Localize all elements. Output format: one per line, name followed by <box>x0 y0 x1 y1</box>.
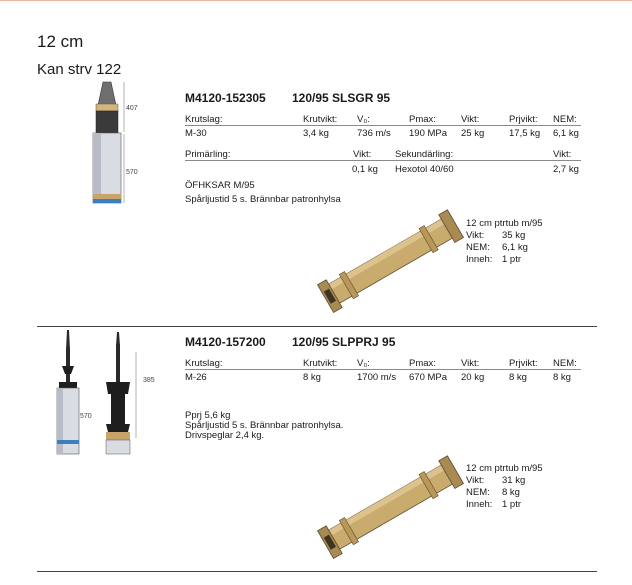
round-2-name: 120/95 SLPPRJ 95 <box>292 335 396 349</box>
r1-secondary-value: Hexotol 40/60 <box>395 164 454 175</box>
r2-container-value-1: 31 kg <box>502 475 526 486</box>
rod-tip <box>66 330 70 350</box>
r1-v-v0: 736 m/s <box>357 128 391 139</box>
r1-h-nem: NEM: <box>553 114 577 125</box>
r2-container-title: 12 cm ptrtub m/95 <box>466 463 543 474</box>
r1-secondary-label: Sekundärling: <box>395 149 454 160</box>
r1-secondary-vikt-label: Vikt: <box>553 149 572 160</box>
dim-label-4: 570 <box>80 413 92 420</box>
page-title: 12 cm <box>37 32 84 51</box>
r1-container-label-2: NEM: <box>466 242 490 253</box>
r2-v-nem: 8 kg <box>553 372 571 383</box>
r1-primary-vikt: 0,1 kg <box>352 164 378 175</box>
r2-container-label-1: Vikt: <box>466 475 485 486</box>
r2-v-krutslag: M-26 <box>185 372 207 383</box>
round-1-code: M4120-152305 <box>185 91 266 105</box>
r1-h-v0: V₀: <box>357 114 370 125</box>
round-2-container-tube-drawing <box>316 458 466 558</box>
r1-v-nem: 6,1 kg <box>553 128 579 139</box>
r2-v-v0: 1700 m/s <box>357 372 397 383</box>
tube-body <box>327 218 454 304</box>
round-2-code: M4120-157200 <box>185 335 266 349</box>
bottom-divider <box>37 571 597 572</box>
round-1-container-tube-drawing <box>316 212 466 312</box>
round-1-cartridge-drawing <box>80 82 140 212</box>
r1-container-value-2: 6,1 kg <box>502 242 528 253</box>
page-subtitle: Kan strv 122 <box>37 61 122 78</box>
r1-h-krutslag: Krutslag: <box>185 114 223 125</box>
r1-container-value-1: 35 kg <box>502 230 526 241</box>
r1-secondary-vikt: 2,7 kg <box>553 164 579 175</box>
r1-header-rule <box>185 125 581 126</box>
r2-header-rule <box>185 369 581 370</box>
r1-v-pmax: 190 MPa <box>409 128 448 139</box>
r2-v-pmax: 670 MPa <box>409 372 448 383</box>
dim-label-1: 407 <box>126 105 138 112</box>
r1-h-krutvikt: Krutvikt: <box>303 114 338 125</box>
r2-note-1: Pprj 5,6 kg <box>185 410 231 421</box>
r2-h-prjvikt: Prjvikt: <box>509 358 538 369</box>
r1-container-title: 12 cm ptrtub m/95 <box>466 218 543 229</box>
r1-h-prjvikt: Prjvikt: <box>509 114 538 125</box>
r1-note-2: Spårljustid 5 s. Brännbar patronhylsa <box>185 194 341 205</box>
r1-v-prjvikt: 17,5 kg <box>509 128 541 139</box>
r1-primary-vikt-label: Vikt: <box>353 149 372 160</box>
r1-v-vikt: 25 kg <box>461 128 485 139</box>
r2-container-label-3: Inneh: <box>466 499 493 510</box>
sabot-band <box>106 432 130 440</box>
r2-v-prjvikt: 8 kg <box>509 372 527 383</box>
r2-container-value-3: 1 ptr <box>502 499 522 510</box>
dim-label-3: 385 <box>143 377 155 384</box>
case-shade <box>93 133 101 203</box>
round-1-name: 120/95 SLSGR 95 <box>292 91 391 105</box>
top-rule <box>0 0 632 1</box>
projectile-band <box>96 104 118 111</box>
r1-charges-rule <box>185 160 581 161</box>
r2-h-krutslag: Krutslag: <box>185 358 223 369</box>
r2-note-3: Drivspeglar 2,4 kg. <box>185 430 265 441</box>
case-band-blue-2 <box>57 440 79 444</box>
r2-container-value-2: 8 kg <box>502 487 520 498</box>
dim-label-2: 570 <box>126 169 138 176</box>
projectile-body <box>96 111 118 133</box>
r1-v-krutvikt: 3,4 kg <box>303 128 329 139</box>
r1-container-value-3: 1 ptr <box>502 254 522 265</box>
r1-primary-label: Primärling: <box>185 149 231 160</box>
r2-h-v0: V₀: <box>357 358 370 369</box>
r2-v-vikt: 20 kg <box>461 372 485 383</box>
r1-h-pmax: Pmax: <box>409 114 436 125</box>
r2-h-krutvikt: Krutvikt: <box>303 358 338 369</box>
r2-note-2: Spårljustid 5 s. Brännbar patronhylsa. <box>185 420 344 431</box>
r2-h-pmax: Pmax: <box>409 358 436 369</box>
r2-h-nem: NEM: <box>553 358 577 369</box>
sabot-case-stub <box>106 440 130 454</box>
r1-v-krutslag: M-30 <box>185 128 207 139</box>
r2-v-krutvikt: 8 kg <box>303 372 321 383</box>
case-band-blue <box>93 199 121 203</box>
r2-container-label-2: NEM: <box>466 487 490 498</box>
r1-note-1: ÖFHKSAR M/95 <box>185 180 255 191</box>
r1-h-vikt: Vikt: <box>461 114 480 125</box>
r2-h-vikt: Vikt: <box>461 358 480 369</box>
section-divider <box>37 326 597 327</box>
r1-container-label-1: Vikt: <box>466 230 485 241</box>
r1-container-label-3: Inneh: <box>466 254 493 265</box>
case-band-tan <box>93 194 121 199</box>
round-2-cartridge-drawing <box>50 330 170 460</box>
